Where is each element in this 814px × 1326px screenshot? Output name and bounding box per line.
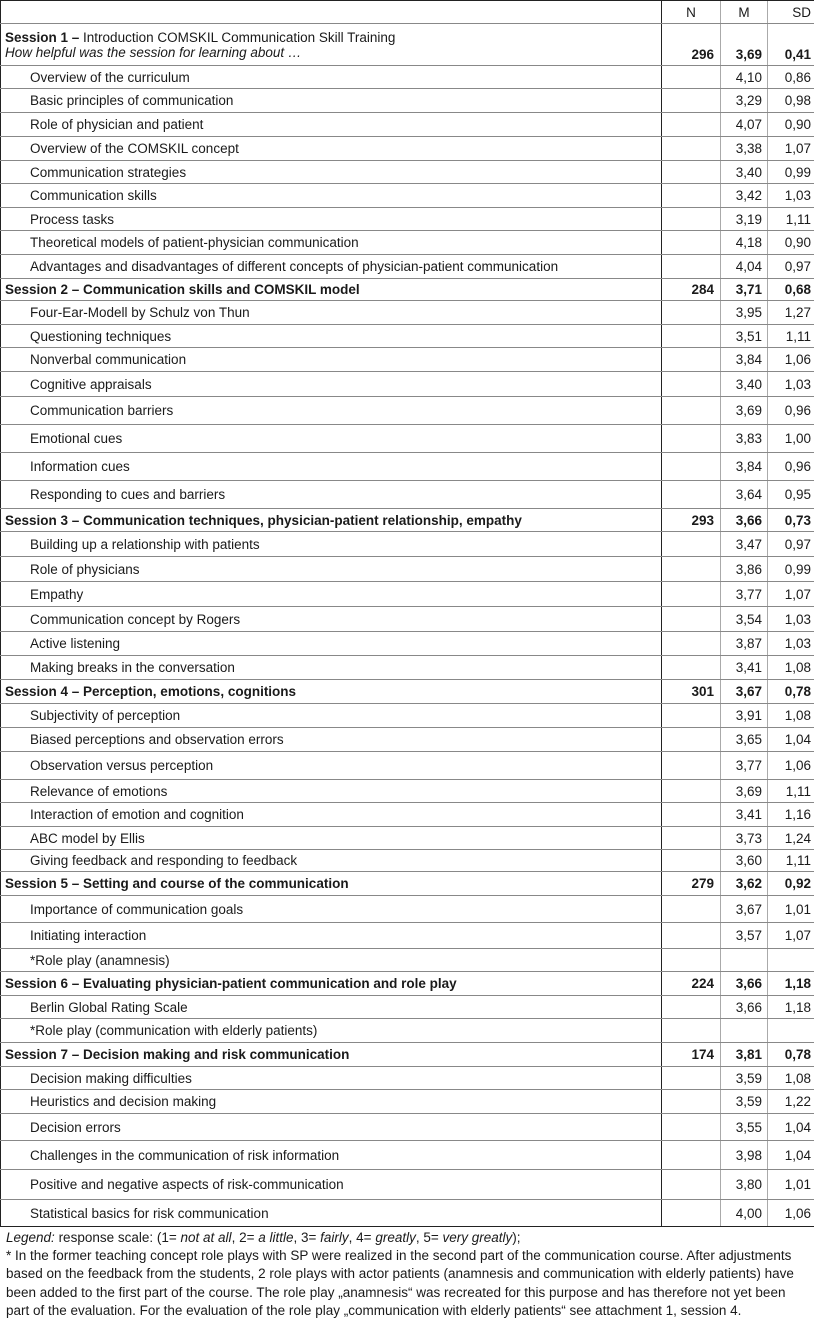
header-row xyxy=(1,1,814,24)
item-n xyxy=(662,184,721,208)
item-sd: 1,04 xyxy=(768,1141,814,1170)
legend-label: Legend: xyxy=(6,1230,55,1245)
table-row xyxy=(1,255,814,279)
item-label: Interaction of emotion and cognition xyxy=(1,803,662,827)
session-label xyxy=(1,1043,662,1067)
session-sd: 0,78 xyxy=(768,680,814,704)
item-label: Emotional cues xyxy=(1,425,662,453)
table-row xyxy=(1,607,814,632)
item-sd: 1,07 xyxy=(768,923,814,949)
item-n xyxy=(662,896,721,923)
item-mean: 3,84 xyxy=(721,453,768,481)
item-n xyxy=(662,996,721,1019)
session-sd: 0,78 xyxy=(768,1043,814,1067)
table-row xyxy=(1,184,814,208)
table-row xyxy=(1,1170,814,1200)
item-label: Four-Ear-Modell by Schulz von Thun xyxy=(1,301,662,325)
session-n: 224 xyxy=(662,972,721,996)
item-mean: 3,51 xyxy=(721,325,768,348)
item-sd: 1,11 xyxy=(768,780,814,803)
item-mean xyxy=(721,1019,768,1043)
header-label xyxy=(1,1,662,24)
item-label: Importance of communication goals xyxy=(1,896,662,923)
item-label: Advantages and disadvantages of different concepts of physician-patient communication xyxy=(1,255,662,279)
item-sd: 1,08 xyxy=(768,1067,814,1090)
item-n xyxy=(662,704,721,728)
item-n xyxy=(662,557,721,582)
item-n xyxy=(662,372,721,397)
table-row xyxy=(1,996,814,1019)
item-sd: 0,96 xyxy=(768,397,814,425)
item-label: Information cues xyxy=(1,453,662,481)
item-n xyxy=(662,325,721,348)
item-mean: 3,54 xyxy=(721,607,768,632)
session-row xyxy=(1,279,814,301)
table-row xyxy=(1,231,814,255)
item-label: *Role play (communication with elderly patients) xyxy=(1,1019,662,1043)
table-row xyxy=(1,161,814,184)
session-label xyxy=(1,972,662,996)
table-row xyxy=(1,453,814,481)
item-label: Giving feedback and responding to feedback xyxy=(1,850,662,872)
table-row xyxy=(1,348,814,372)
table-row xyxy=(1,481,814,509)
item-sd: 1,06 xyxy=(768,348,814,372)
item-mean: 3,60 xyxy=(721,850,768,872)
item-n xyxy=(662,1090,721,1114)
session-sd: 0,73 xyxy=(768,509,814,532)
item-n xyxy=(662,89,721,113)
item-sd: 1,06 xyxy=(768,1200,814,1227)
table-row xyxy=(1,1090,814,1114)
table-row xyxy=(1,780,814,803)
table-row xyxy=(1,582,814,607)
item-n xyxy=(662,1141,721,1170)
item-n xyxy=(662,137,721,161)
item-mean: 3,42 xyxy=(721,184,768,208)
item-n xyxy=(662,113,721,137)
item-sd: 1,08 xyxy=(768,704,814,728)
item-mean: 3,57 xyxy=(721,923,768,949)
item-mean: 4,00 xyxy=(721,1200,768,1227)
item-label: Theoretical models of patient-physician communication xyxy=(1,231,662,255)
legend-text: , 2= xyxy=(231,1230,259,1245)
header-n: N xyxy=(662,1,721,24)
item-sd: 1,24 xyxy=(768,827,814,850)
footnote: * In the former teaching concept role plays with SP were realized in the second part of the communication course. After adjustments based on the feedback from the students, 2 role plays with actor patients (anamnesis and communication with elderly patients) have been added to the first part of the course. The role play „anamnesis“ was recreated for this purpose and has therefore not yet been part of the evaluation. For the evaluation of the role play „communication with elderly patients“ see attachment 1, session 4. xyxy=(6,1248,794,1318)
item-mean: 3,95 xyxy=(721,301,768,325)
item-mean: 3,19 xyxy=(721,208,768,231)
session-title: Session 2 – Communication skills and COMSKIL model xyxy=(5,282,360,297)
session-label xyxy=(1,872,662,896)
scale-2: a little xyxy=(258,1230,294,1245)
session-n: 174 xyxy=(662,1043,721,1067)
table-row xyxy=(1,1141,814,1170)
item-n xyxy=(662,425,721,453)
table-row xyxy=(1,372,814,397)
item-mean: 3,91 xyxy=(721,704,768,728)
table-row xyxy=(1,397,814,425)
table-row xyxy=(1,1200,814,1227)
item-sd: 1,01 xyxy=(768,1170,814,1200)
item-label: Heuristics and decision making xyxy=(1,1090,662,1114)
session-sd: 0,41 xyxy=(768,24,814,66)
table-row xyxy=(1,632,814,656)
item-sd: 1,11 xyxy=(768,208,814,231)
table-row xyxy=(1,923,814,949)
session-n: 293 xyxy=(662,509,721,532)
item-mean: 3,64 xyxy=(721,481,768,509)
table-row xyxy=(1,850,814,872)
item-n xyxy=(662,1019,721,1043)
table-row xyxy=(1,532,814,557)
item-mean: 4,10 xyxy=(721,66,768,89)
item-sd: 0,97 xyxy=(768,532,814,557)
item-n xyxy=(662,481,721,509)
table-row xyxy=(1,1019,814,1043)
item-label: Berlin Global Rating Scale xyxy=(1,996,662,1019)
table-row xyxy=(1,301,814,325)
item-sd: 1,18 xyxy=(768,996,814,1019)
item-n xyxy=(662,255,721,279)
item-label: Role of physician and patient xyxy=(1,113,662,137)
item-mean: 3,47 xyxy=(721,532,768,557)
item-sd: 1,03 xyxy=(768,372,814,397)
item-label: Positive and negative aspects of risk-communication xyxy=(1,1170,662,1200)
item-mean: 3,77 xyxy=(721,752,768,780)
item-n xyxy=(662,752,721,780)
item-mean: 3,40 xyxy=(721,161,768,184)
item-n xyxy=(662,850,721,872)
session-title: Session 7 – Decision making and risk communication xyxy=(5,1047,350,1062)
item-n xyxy=(662,1114,721,1141)
session-mean: 3,71 xyxy=(721,279,768,301)
item-mean: 3,87 xyxy=(721,632,768,656)
session-mean: 3,66 xyxy=(721,972,768,996)
item-mean: 3,40 xyxy=(721,372,768,397)
item-sd: 1,22 xyxy=(768,1090,814,1114)
item-mean: 3,86 xyxy=(721,557,768,582)
table-row xyxy=(1,1114,814,1141)
item-label: Statistical basics for risk communication xyxy=(1,1200,662,1227)
scale-1: not at all xyxy=(180,1230,232,1245)
table-row xyxy=(1,752,814,780)
item-n xyxy=(662,949,721,972)
session-sd: 0,68 xyxy=(768,279,814,301)
item-label: Overview of the COMSKIL concept xyxy=(1,137,662,161)
session-label xyxy=(1,24,662,66)
item-mean: 3,65 xyxy=(721,728,768,752)
session-sd: 1,18 xyxy=(768,972,814,996)
item-mean: 3,69 xyxy=(721,780,768,803)
item-n xyxy=(662,208,721,231)
header-sd: SD xyxy=(768,1,814,24)
item-sd: 1,03 xyxy=(768,632,814,656)
item-n xyxy=(662,348,721,372)
item-sd: 0,99 xyxy=(768,161,814,184)
item-mean: 3,73 xyxy=(721,827,768,850)
item-sd: 1,07 xyxy=(768,582,814,607)
item-n xyxy=(662,607,721,632)
session-mean: 3,67 xyxy=(721,680,768,704)
session-title: Session 1 – xyxy=(5,29,80,45)
item-label: Questioning techniques xyxy=(1,325,662,348)
item-mean: 3,80 xyxy=(721,1170,768,1200)
item-label: Making breaks in the conversation xyxy=(1,656,662,680)
table-row xyxy=(1,728,814,752)
item-sd: 1,16 xyxy=(768,803,814,827)
session-mean: 3,81 xyxy=(721,1043,768,1067)
table-row xyxy=(1,325,814,348)
item-sd: 1,11 xyxy=(768,325,814,348)
table-row xyxy=(1,113,814,137)
item-n xyxy=(662,301,721,325)
item-sd: 1,01 xyxy=(768,896,814,923)
item-mean: 3,41 xyxy=(721,656,768,680)
session-title: Session 3 – Communication techniques, physician-patient relationship, empathy xyxy=(5,512,522,528)
session-row xyxy=(1,972,814,996)
table-row xyxy=(1,208,814,231)
session-title: Session 6 – Evaluating physician-patient communication and role play xyxy=(5,976,457,991)
item-n xyxy=(662,728,721,752)
item-mean: 3,55 xyxy=(721,1114,768,1141)
item-label: Empathy xyxy=(1,582,662,607)
item-label: Subjectivity of perception xyxy=(1,704,662,728)
table-row xyxy=(1,1067,814,1090)
item-label: Communication concept by Rogers xyxy=(1,607,662,632)
session-title: Session 4 – Perception, emotions, cognitions xyxy=(5,684,297,699)
table-row xyxy=(1,425,814,453)
session-mean: 3,66 xyxy=(721,509,768,532)
session-title: Session 5 – Setting and course of the communication xyxy=(5,876,349,891)
item-mean: 3,29 xyxy=(721,89,768,113)
item-n xyxy=(662,1200,721,1227)
item-label: Communication skills xyxy=(1,184,662,208)
item-sd: 0,90 xyxy=(768,231,814,255)
session-subtitle: Introduction COMSKIL Communication Skill Training xyxy=(79,29,396,45)
session-label xyxy=(1,680,662,704)
item-sd xyxy=(768,949,814,972)
item-mean: 3,83 xyxy=(721,425,768,453)
item-sd: 1,00 xyxy=(768,425,814,453)
table-row xyxy=(1,66,814,89)
session-row xyxy=(1,509,814,532)
item-sd: 1,07 xyxy=(768,137,814,161)
item-mean: 3,38 xyxy=(721,137,768,161)
session-n: 279 xyxy=(662,872,721,896)
session-row xyxy=(1,872,814,896)
item-label: Responding to cues and barriers xyxy=(1,481,662,509)
item-sd: 0,96 xyxy=(768,453,814,481)
legend-text: , 3= xyxy=(293,1230,321,1245)
table-row xyxy=(1,137,814,161)
table-row xyxy=(1,827,814,850)
legend xyxy=(0,1227,814,1320)
item-sd: 0,86 xyxy=(768,66,814,89)
scale-3: fairly xyxy=(320,1230,349,1245)
item-label: Cognitive appraisals xyxy=(1,372,662,397)
legend-scale xyxy=(6,1229,814,1247)
item-sd: 1,03 xyxy=(768,607,814,632)
item-n xyxy=(662,923,721,949)
item-label: Process tasks xyxy=(1,208,662,231)
item-mean: 3,67 xyxy=(721,896,768,923)
item-mean: 4,07 xyxy=(721,113,768,137)
item-label: Challenges in the communication of risk information xyxy=(1,1141,662,1170)
item-label: Building up a relationship with patients xyxy=(1,532,662,557)
table-row xyxy=(1,949,814,972)
item-n xyxy=(662,66,721,89)
item-n xyxy=(662,780,721,803)
item-label: Role of physicians xyxy=(1,557,662,582)
item-sd: 0,97 xyxy=(768,255,814,279)
item-label: Decision making difficulties xyxy=(1,1067,662,1090)
item-label: Communication barriers xyxy=(1,397,662,425)
session-row xyxy=(1,24,814,66)
session-n: 301 xyxy=(662,680,721,704)
item-sd: 1,06 xyxy=(768,752,814,780)
item-label: Relevance of emotions xyxy=(1,780,662,803)
item-n xyxy=(662,397,721,425)
session-mean: 3,69 xyxy=(721,24,768,66)
item-label: Observation versus perception xyxy=(1,752,662,780)
item-mean: 4,04 xyxy=(721,255,768,279)
table-row xyxy=(1,557,814,582)
item-label: Basic principles of communication xyxy=(1,89,662,113)
item-n xyxy=(662,656,721,680)
item-mean: 3,41 xyxy=(721,803,768,827)
item-n xyxy=(662,803,721,827)
legend-text: ); xyxy=(512,1230,521,1245)
item-sd: 1,08 xyxy=(768,656,814,680)
item-sd: 1,04 xyxy=(768,728,814,752)
item-n xyxy=(662,582,721,607)
header-m: M xyxy=(721,1,768,24)
table-row xyxy=(1,896,814,923)
session-row xyxy=(1,1043,814,1067)
item-label: Biased perceptions and observation errors xyxy=(1,728,662,752)
item-sd: 1,04 xyxy=(768,1114,814,1141)
item-n xyxy=(662,632,721,656)
session-label xyxy=(1,509,662,532)
item-mean: 3,84 xyxy=(721,348,768,372)
item-mean: 3,59 xyxy=(721,1090,768,1114)
legend-text: , 4= xyxy=(348,1230,376,1245)
session-n: 296 xyxy=(662,24,721,66)
session-question: How helpful was the session for learning about … xyxy=(5,44,302,60)
table-row xyxy=(1,89,814,113)
item-mean: 3,59 xyxy=(721,1067,768,1090)
session-row xyxy=(1,680,814,704)
item-sd: 1,27 xyxy=(768,301,814,325)
item-sd: 0,98 xyxy=(768,89,814,113)
item-mean xyxy=(721,949,768,972)
item-mean: 3,98 xyxy=(721,1141,768,1170)
item-n xyxy=(662,231,721,255)
legend-text: response scale: (1= xyxy=(54,1230,181,1245)
item-label: Communication strategies xyxy=(1,161,662,184)
item-sd xyxy=(768,1019,814,1043)
item-label: Decision errors xyxy=(1,1114,662,1141)
item-n xyxy=(662,532,721,557)
item-sd: 0,90 xyxy=(768,113,814,137)
item-n xyxy=(662,1067,721,1090)
item-sd: 1,03 xyxy=(768,184,814,208)
item-sd: 0,95 xyxy=(768,481,814,509)
session-mean: 3,62 xyxy=(721,872,768,896)
item-sd: 0,99 xyxy=(768,557,814,582)
legend-text: , 5= xyxy=(415,1230,443,1245)
session-label xyxy=(1,279,662,301)
item-mean: 4,18 xyxy=(721,231,768,255)
item-label: ABC model by Ellis xyxy=(1,827,662,850)
session-sd: 0,92 xyxy=(768,872,814,896)
table-row xyxy=(1,704,814,728)
item-label: Initiating interaction xyxy=(1,923,662,949)
item-n xyxy=(662,453,721,481)
table-row xyxy=(1,803,814,827)
item-mean: 3,66 xyxy=(721,996,768,1019)
item-label: Overview of the curriculum xyxy=(1,66,662,89)
item-mean: 3,69 xyxy=(721,397,768,425)
scale-5: very greatly xyxy=(442,1230,513,1245)
session-n: 284 xyxy=(662,279,721,301)
scale-4: greatly xyxy=(375,1230,416,1245)
table-row xyxy=(1,656,814,680)
item-n xyxy=(662,1170,721,1200)
item-label: *Role play (anamnesis) xyxy=(1,949,662,972)
item-sd: 1,11 xyxy=(768,850,814,872)
item-mean: 3,77 xyxy=(721,582,768,607)
item-label: Nonverbal communication xyxy=(1,348,662,372)
item-n xyxy=(662,827,721,850)
item-label: Active listening xyxy=(1,632,662,656)
item-n xyxy=(662,161,721,184)
